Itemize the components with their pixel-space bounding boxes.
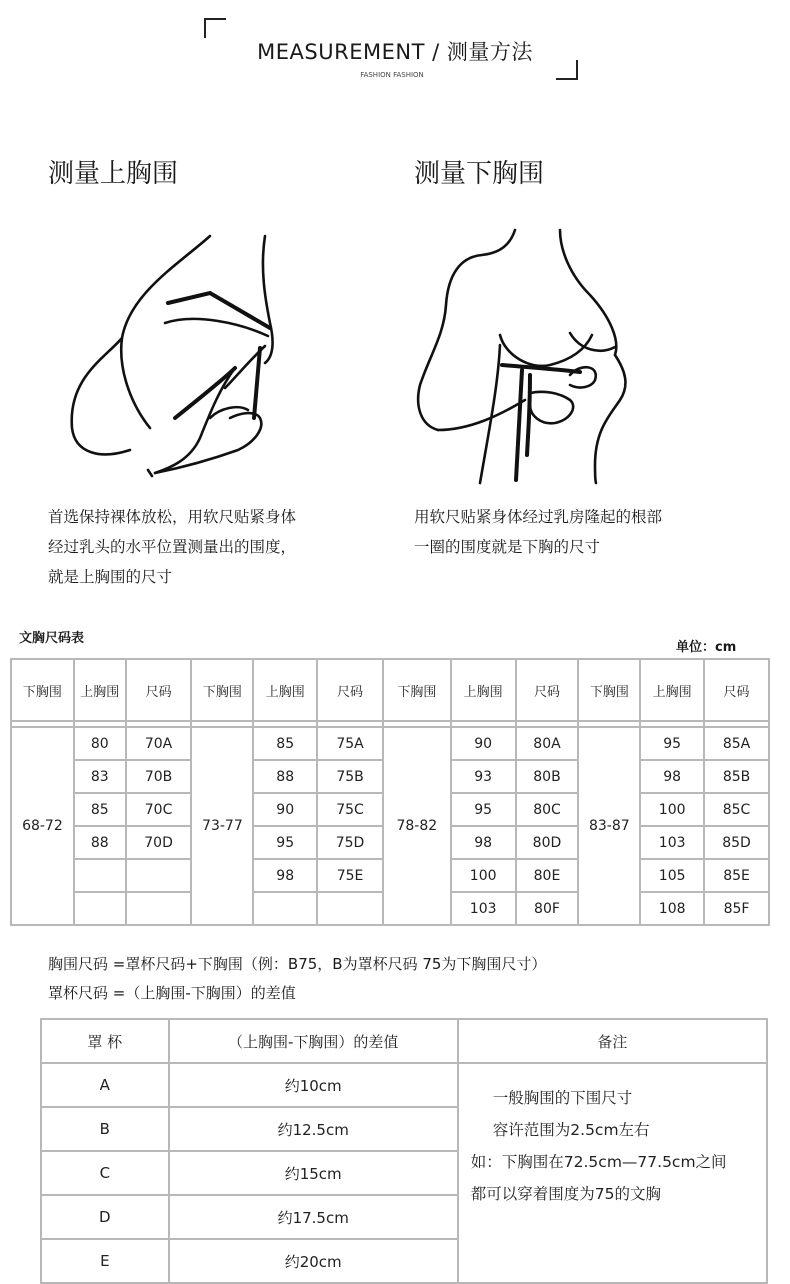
size-value: 80C [516,793,579,826]
size-value: 85D [704,826,769,859]
upper-bust-value: 83 [74,760,126,793]
upper-bust-value: 103 [640,826,704,859]
upper-bust-value: 88 [253,760,317,793]
upper-bust-value: 100 [640,793,704,826]
remark-line: 一般胸围的下围尺寸 [492,1089,633,1107]
upper-bust-value: 98 [451,826,516,859]
size-table-title: 文胸尺码表 [19,631,85,646]
size-value: 80E [516,859,579,892]
header-upper-bust: 上胸围 [640,659,704,721]
under-bust-description: 用软尺贴紧身体经过乳房隆起的根部 一圈的围度就是下胸的尺寸 [414,508,663,556]
size-value: 75B [317,760,383,793]
upper-bust-value: 98 [640,760,704,793]
size-value: 70D [126,826,192,859]
size-value: 85F [704,892,769,925]
note-line: 罩杯尺码 =（上胸围-下胸围）的差值 [48,984,296,1002]
upper-bust-value: 108 [640,892,704,925]
size-value: 85B [704,760,769,793]
header-under-bust: 下胸围 [578,659,640,721]
header-upper-bust: 上胸围 [451,659,516,721]
under-bust-range: 83-87 [578,727,640,925]
size-value: 80A [516,727,579,760]
upper-bust-value [253,892,317,925]
upper-bust-value: 90 [451,727,516,760]
header-under-bust: 下胸围 [11,659,74,721]
header-remark: 备注 [458,1019,767,1063]
cup-difference: 约15cm [169,1151,458,1195]
size-value: 70A [126,727,192,760]
cup-letter: A [41,1063,169,1107]
cup-letter: B [41,1107,169,1151]
header-difference: （上胸围-下胸围）的差值 [169,1019,458,1063]
cup-letter: C [41,1151,169,1195]
size-table-header-row [11,659,769,721]
under-bust-range: 68-72 [11,727,74,925]
upper-bust-value: 85 [74,793,126,826]
size-value: 75C [317,793,383,826]
header-size: 尺码 [126,659,192,721]
size-value: 75A [317,727,383,760]
under-bust-range: 78-82 [383,727,451,925]
cup-difference: 约12.5cm [169,1107,458,1151]
upper-bust-value: 85 [253,727,317,760]
cup-difference: 约10cm [169,1063,458,1107]
header-size: 尺码 [704,659,769,721]
size-value: 70B [126,760,192,793]
size-value [126,892,192,925]
size-value: 70C [126,793,192,826]
header-under-bust: 下胸围 [383,659,451,721]
header-cup: 罩 杯 [41,1019,169,1063]
page-title: MEASUREMENT / 测量方法 [257,40,533,64]
cup-difference: 约17.5cm [169,1195,458,1239]
size-value: 85A [704,727,769,760]
size-table-unit: 单位：cm [676,640,737,655]
upper-bust-value: 88 [74,826,126,859]
table-row [11,727,769,760]
upper-bust-value [74,892,126,925]
table-row [41,1063,767,1107]
cup-difference-table [40,1018,768,1284]
under-bust-range: 73-77 [191,727,253,925]
remark-line: 容许范围为2.5cm左右 [492,1121,650,1139]
corner-bracket-bottom-right [556,60,578,80]
upper-bust-value: 95 [451,793,516,826]
size-value: 75D [317,826,383,859]
size-value: 80F [516,892,579,925]
page-subtitle: FASHION FASHION [360,71,424,79]
size-value: 85C [704,793,769,826]
under-bust-title: 测量下胸围 [414,159,545,189]
upper-bust-value: 105 [640,859,704,892]
size-value: 80B [516,760,579,793]
upper-bust-value: 95 [253,826,317,859]
upper-bust-value: 90 [253,793,317,826]
remark-line: 如：下胸围在72.5cm—77.5cm之间 [470,1153,727,1171]
size-formula-notes [48,950,546,1008]
upper-bust-value: 98 [253,859,317,892]
upper-bust-value: 100 [451,859,516,892]
upper-bust-value [74,859,126,892]
upper-bust-illustration [60,228,300,478]
cup-difference: 约20cm [169,1239,458,1283]
size-value: 80D [516,826,579,859]
header-under-bust: 下胸围 [191,659,253,721]
bra-size-table [10,658,770,926]
corner-bracket-top-left [204,18,226,38]
size-value [126,859,192,892]
header-size: 尺码 [317,659,383,721]
upper-bust-description: 首选保持裸体放松，用软尺贴紧身体 经过乳头的水平位置测量出的围度， 就是上胸围的尺寸 [48,508,297,586]
note-line: 胸围尺码 =罩杯尺码+下胸围（例：B75，B为罩杯尺码 75为下胸围尺寸） [48,955,547,973]
upper-bust-value: 103 [451,892,516,925]
upper-bust-value: 95 [640,727,704,760]
remark-cell [458,1063,767,1283]
under-bust-illustration [410,225,645,485]
size-value: 85E [704,859,769,892]
header-size: 尺码 [516,659,579,721]
upper-bust-value: 80 [74,727,126,760]
cup-letter: E [41,1239,169,1283]
cup-letter: D [41,1195,169,1239]
size-value: 75E [317,859,383,892]
header-upper-bust: 上胸围 [253,659,317,721]
upper-bust-value: 93 [451,760,516,793]
header-upper-bust: 上胸围 [74,659,126,721]
remark-line: 都可以穿着围度为75的文胸 [470,1185,662,1203]
cup-table-header-row [41,1019,767,1063]
upper-bust-title: 测量上胸围 [48,159,179,189]
size-value [317,892,383,925]
